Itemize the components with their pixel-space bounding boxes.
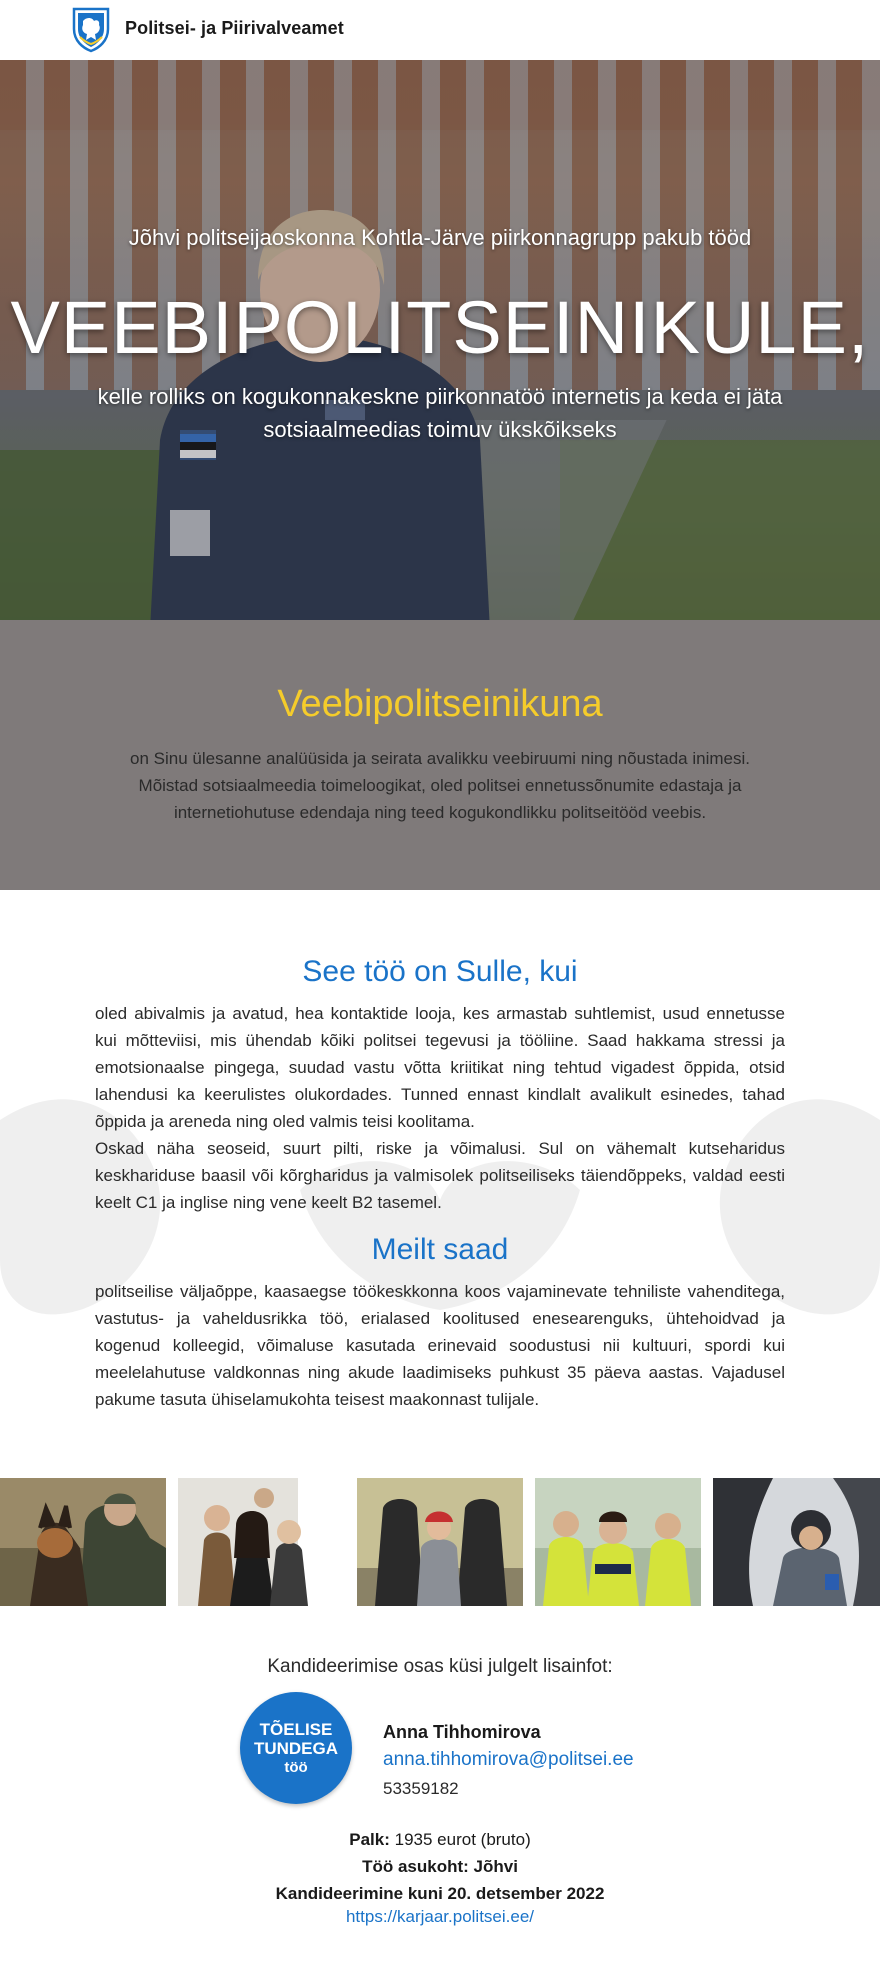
- photo-helicopter-pilot: [713, 1478, 880, 1606]
- toelise-tundega-too-badge: [240, 1692, 352, 1804]
- badge-line-3: töö: [284, 1758, 308, 1776]
- contact-phone: 53359182: [383, 1779, 459, 1798]
- for-you-paragraph-2: Oskad näha seoseid, suurt pilti, riske ja võimalusi. Sul on vähemalt kutseharidus keskhariduse baasil või kõrgharidus ja valmisolek politseiliseks täiendõppeks, valdad eesti keelt C1 ja inglise ning vene keelt B2 tasemel.: [95, 1139, 785, 1212]
- career-link-wrapper: [0, 1907, 880, 1927]
- work-location: Töö asukoht: Jõhvi: [362, 1857, 518, 1876]
- benefits-title: Meilt saad: [371, 1233, 509, 1266]
- application-deadline: Kandideerimine kuni 20. detsember 2022: [275, 1884, 605, 1903]
- org-name[interactable]: Politsei- ja Piirivalveamet: [125, 18, 344, 38]
- career-site-link[interactable]: https://karjaar.politsei.ee/: [345, 1907, 535, 1926]
- benefits-paragraph: politseilise väljaõppe, kaasaegse töökeskkonna koos vajaminevate tehniliste vahenditega, vastutus- ja vaheldusrikka töö, erialased koolitused enesearenguks, ühtehoidvad ja kogenud kolleegid, võimaluse kasutada erinevaid soodustusi nii kultuuri, spordi kui meelelahutuse valdkonnas ning akude laadimiseks puhkust 35 päeva aastas. Vajadusel pakume tasuta ühiselamukohta teisest maakonnast tulijale.: [95, 1282, 785, 1409]
- for-you-title: See töö on Sulle, kui: [302, 955, 578, 988]
- hero-title: VEEBIPOLITSEINIKULE,: [10, 286, 870, 369]
- role-title: Veebipolitseinikuna: [277, 683, 603, 725]
- salary-line: [0, 1830, 880, 1850]
- photo-k9-officer: [0, 1478, 166, 1606]
- shield-lion-icon[interactable]: [72, 7, 110, 53]
- salary-value: 1935 eurot (bruto): [394, 1830, 531, 1849]
- contact-name: Anna Tihhomirova: [383, 1722, 541, 1742]
- photo-gallery: [0, 1478, 880, 1606]
- photo-child-with-officers: [357, 1478, 523, 1606]
- badge-line-1: TÕELISE: [259, 1719, 333, 1739]
- info-prompt: Kandideerimise osas küsi julgelt lisainfot:: [267, 1656, 613, 1677]
- contact-email-link[interactable]: anna.tihhomirova@politsei.ee: [383, 1749, 634, 1770]
- badge-line-2: TUNDEGA: [253, 1738, 339, 1758]
- for-you-paragraph-1: oled abivalmis ja avatud, hea kontaktide looja, kes armastab suhtlemist, usud ennetusse kui mõtteviisi, mis ühendab kõiki politsei tegevusi ja tööliine. Saad hakkama stressi ja emotsionaalse pingega, suudad vastu võtta kriitikat ning tehtud vigadest õppida, otsid lahendusi ka keerulistes olukordades. Tunned ennast kindlalt avalikult esinedes, tahad õppida ja areneda ning oled valmis teisi koolitama.: [95, 1004, 785, 1131]
- photo-patrol-officers: [535, 1478, 701, 1606]
- hero-description: kelle rolliks on kogukonnakeskne piirkonnatöö internetis ja keda ei jäta sotsiaalmeedias toimuv ükskõikseks: [97, 384, 783, 442]
- site-header: [0, 0, 880, 60]
- role-text: on Sinu ülesanne analüüsida ja seirata avalikku veebiruumi ning nõustada inimesi. Mõistad sotsiaalmeedia toimeloogikat, oled politsei ennetussõnumite edastaja ja internetiohutuse edendaja ning teed kogukondlikku politseitööd veebis.: [130, 749, 750, 822]
- photo-family: [178, 1478, 344, 1606]
- salary-label: Palk:: [349, 1830, 390, 1849]
- hero-subtitle: Jõhvi politseijaoskonna Kohtla-Järve piirkonnagrupp pakub tööd: [128, 225, 752, 250]
